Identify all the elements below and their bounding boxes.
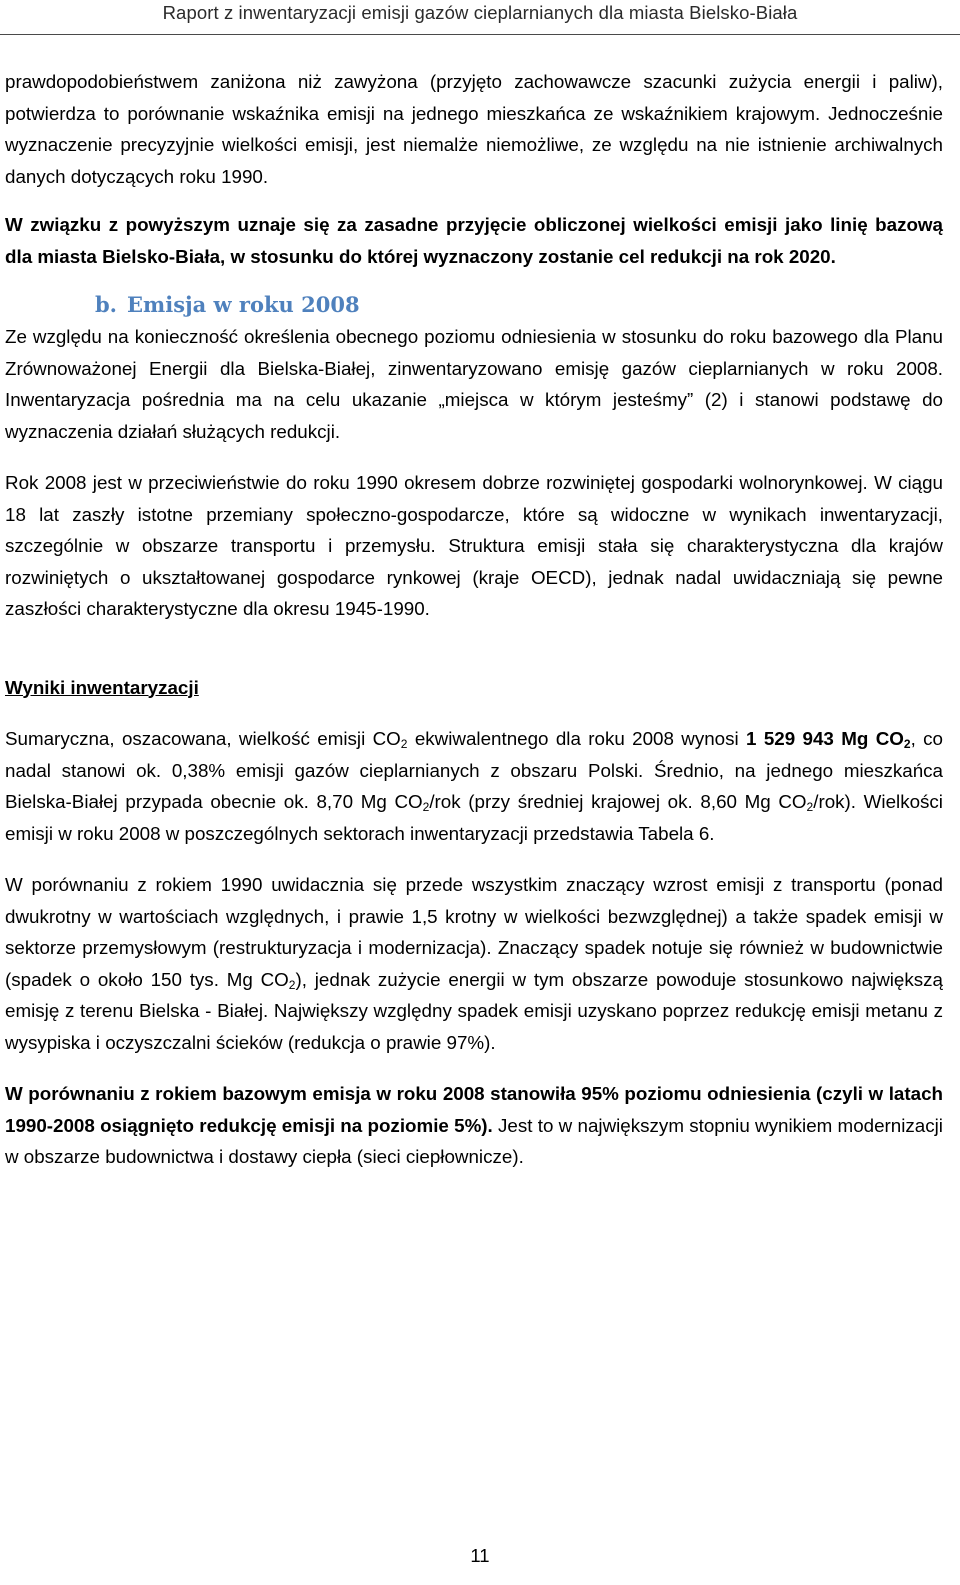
paragraph-total-emission [5, 723, 943, 849]
section-number: b. [95, 292, 117, 317]
text-run: W porównaniu z rokiem 1990 uwidacznia się przede wszystkim znaczący wzrost emisji z transportu (ponad dwukrotny w wartościach względnych, i prawie 1,5 krotny w wielkości bezwzględnej) a także spadek emisji w sektorze przemysłowym (restrukturyzacja i modernizacja). Znaczący spadek notuje się również w budownictwie (spadek o około 150 tys. Mg CO [5, 874, 943, 990]
subscript: 2 [288, 977, 296, 992]
section-heading [95, 289, 943, 321]
total-emission-value [746, 728, 911, 749]
results-heading-text: Wyniki inwentaryzacji [5, 676, 199, 698]
subscript: 2 [422, 800, 430, 814]
subscript: 2 [903, 737, 911, 751]
section-title: Emisja w roku 2008 [127, 292, 360, 317]
running-header: Raport z inwentaryzacji emisji gazów cieplarnianych dla miasta Bielsko-Biała [162, 2, 798, 23]
text-run: ekwiwalentnego dla roku 2008 wynosi [407, 728, 747, 749]
paragraph-2008-economy: Rok 2008 jest w przeciwieństwie do roku 1990 okresem dobrze rozwiniętej gospodarki wolnorynkowej. W ciągu 18 lat zaszły istotne przemiany społeczno-gospodarcze, które są widoczne w wynikach inwentaryzacji, szczególnie w obszarze transportu i przemysłu. Struktura emisji stała się charakterystyczna dla krajów rozwiniętych o ukształtowanej gospodarce rynkowej (kraje OECD), jednak nadal uwidaczniają się pewne zaszłości charakterystyczne dla okresu 1945-1990. [5, 472, 943, 619]
text-run: 1 529 943 Mg CO [746, 728, 904, 749]
results-heading [5, 672, 943, 704]
subscript: 2 [400, 737, 408, 751]
paragraph-baseline-conclusion [5, 209, 943, 272]
text-run: /rok (przy średniej krajowej ok. 8,60 Mg CO [429, 791, 807, 812]
document-body [5, 66, 943, 1173]
paragraph-comparison-1990 [5, 869, 943, 1058]
subscript: 2 [806, 800, 814, 814]
header-divider [0, 34, 960, 35]
text-run: Sumaryczna, oszacowana, wielkość emisji CO [5, 728, 401, 749]
page-number: 11 [470, 1545, 490, 1566]
baseline-conclusion-text: W związku z powyższym uznaje się za zasadne przyjęcie obliczonej wielkości emisji jako linię bazową dla miasta Bielsko-Biała, w stosunku do której wyznaczony zostanie cel redukcji na rok 2020. [5, 214, 943, 267]
text-run: ), jednak zużycie energii w tym obszarze powoduje stosunkowo największą emisję z terenu Bielska - Białej. Największy względny spadek emisji uzyskano poprzez redukcję emisji metanu z wysypiska i oczyszczalni ścieków (redukcja o prawie 97%). [5, 968, 943, 1053]
text-run: , co nadal stanowi ok. 0,38% emisji gazów cieplarnianych z obszaru Polski. Średnio, na jednego mieszkańca Bielska-Białej przypada obecnie ok. 8,70 Mg CO [5, 728, 943, 812]
text-run: /rok). Wielkości emisji w roku 2008 w poszczególnych sektorach inwentaryzacji przedstawia Tabela 6. [5, 791, 943, 844]
paragraph-2008-inventory: Ze względu na konieczność określenia obecnego poziomu odniesienia w stosunku do roku bazowego dla Planu Zrównoważonej Energii dla Bielska-Białej, zinwentaryzowano emisję gazów cieplarnianych w roku 2008. Inwentaryzacja pośrednia ma na celu ukazanie „miejsca w którym jesteśmy” (2) i stanowi podstawę do wyznaczenia działań służących redukcji. [5, 326, 943, 442]
reduction-summary-bold: W porównaniu z rokiem bazowym emisja w roku 2008 stanowiła 95% poziomu odniesienia (czyli w latach 1990-2008 osiągnięto redukcję emisji na poziomie 5%). [5, 1083, 943, 1136]
paragraph-reduction-summary [5, 1078, 943, 1173]
paragraph-baseline-justification: prawdopodobieństwem zaniżona niż zawyżona (przyjęto zachowawcze szacunki zużycia energii i paliw), potwierdza to porównanie wskaźnika emisji na jednego mieszkańca ze wskaźnikiem krajowym. Jednocześnie wyznaczenie precyzyjnie wielkości emisji, jest niemalże niemożliwe, ze względu na nie istnienie archiwalnych danych dotyczących roku 1990. [5, 71, 943, 187]
text-run: Jest to w największym stopniu wynikiem modernizacji w obszarze budownictwa i dostawy ciepła (sieci ciepłownicze). [5, 1114, 943, 1167]
